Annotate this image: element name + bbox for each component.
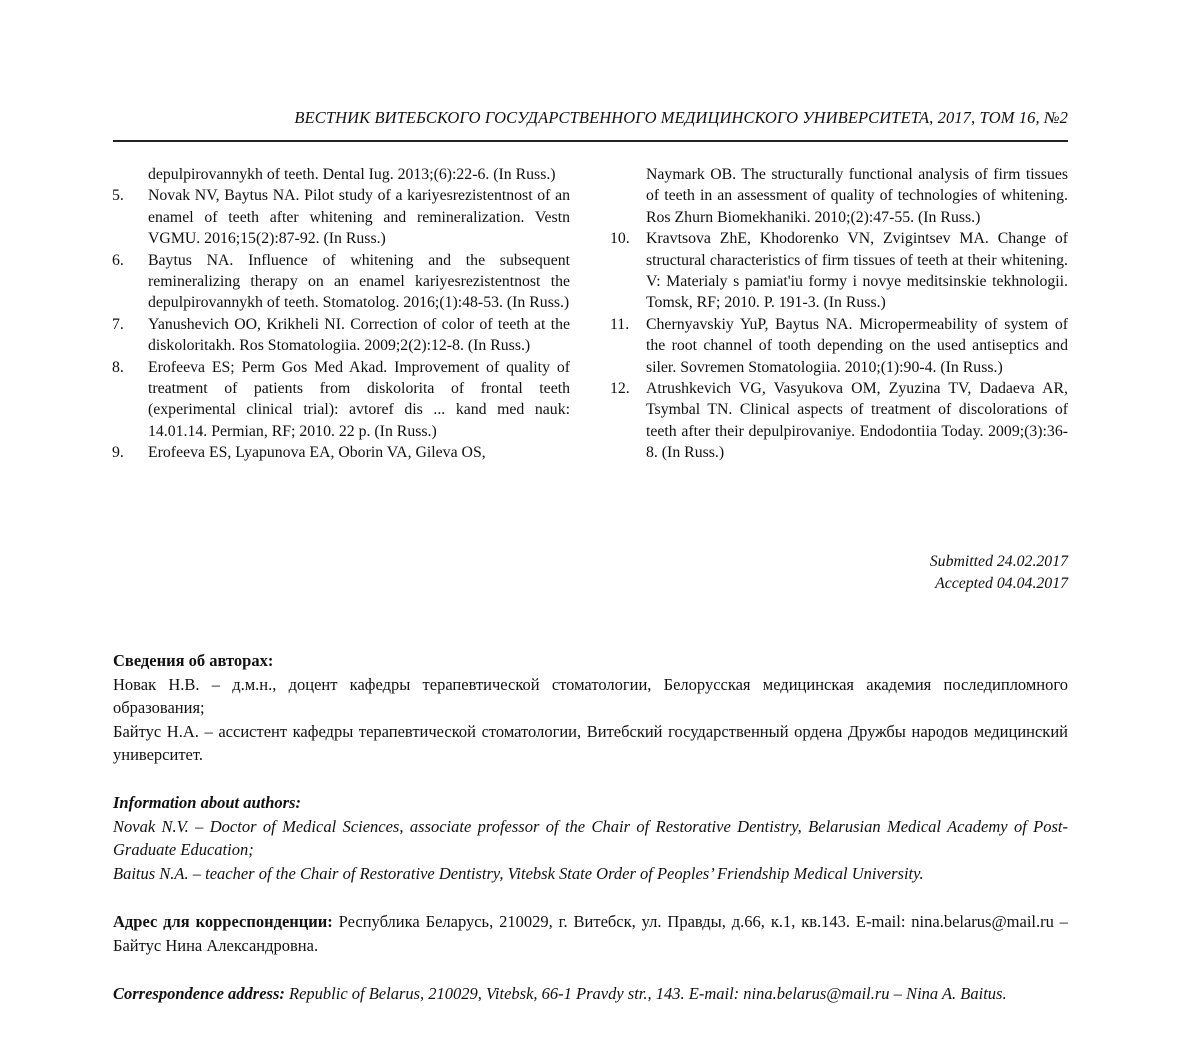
reference-item — [112, 357, 570, 443]
reference-text: Kravtsova ZhE, Khodorenko VN, Zvigintsev MA. Change of structural characteristics of firm tissues of teeth at their whitening. V: Materialy s pamiat'iu formy i novye meditsinskie tekhnologii. Tomsk, RF; 2010. P. 191-3. (In Russ.) — [646, 230, 1068, 312]
correspondence-en — [113, 982, 1068, 1006]
authors-info-en — [113, 791, 1068, 885]
reference-text: Novak NV, Baytus NA. Pilot study of a kariyesrezistentnost of an enamel of teeth after whitening and remineralization. Vestn VGMU. 2016;15(2):87-92. (In Russ.) — [148, 187, 570, 248]
authors-heading-ru: Сведения об авторах: — [113, 651, 274, 670]
references-left-column — [112, 164, 570, 464]
references-right-column — [610, 164, 1068, 464]
author-info: Baitus N.A. – teacher of the Chair of Restorative Dentistry, Vitebsk State Order of Peoples’ Friendship Medical University. — [113, 863, 924, 883]
reference-text: Baytus NA. Influence of whitening and the subsequent remineralizing therapy on an enamel kariyesrezistentnost the depulpirovannykh of teeth. Stomatolog. 2016;(1):48-53. (In Russ.) — [148, 251, 570, 312]
author-info: Новак Н.В. – д.м.н., доцент кафедры терапевтической стоматологии, Белорусская медицинская академия последипломного образования; — [113, 674, 1068, 717]
reference-number: 5. — [112, 187, 124, 205]
reference-number: 6. — [112, 251, 124, 269]
author-info: Байтус Н.А. – ассистент кафедры терапевтической стоматологии, Витебский государственный ордена Дружбы народов медицинский университет. — [113, 721, 1068, 764]
reference-item — [112, 185, 570, 249]
reference-item — [610, 228, 1068, 314]
reference-item — [112, 314, 570, 357]
correspondence-text: Republic of Belarus, 210029, Vitebsk, 66-1 Pravdy str., 143. E-mail: nina.belarus@mail.ru – Nina A. Baitus. — [284, 984, 1007, 1003]
reference-continuation: Naymark OB. The structurally functional analysis of firm tissues of teeth in an assessment of quality of technologies of whitening. Ros Zhurn Biomekhaniki. 2010;(2):47-55. (In Russ.) — [646, 166, 1068, 226]
accepted-date: Accepted 04.04.2017 — [935, 575, 1068, 592]
reference-number: 8. — [112, 358, 124, 376]
reference-text: Yanushevich OO, Krikheli NI. Correction of color of teeth at the diskoloritakh. Ros Stomatologiia. 2009;2(2):12-8. (In Russ.) — [148, 315, 570, 355]
reference-number: 12. — [610, 380, 630, 398]
reference-number: 7. — [112, 315, 124, 333]
authors-heading-en: Information about authors: — [113, 793, 301, 812]
correspondence-label: Адрес для корреспонденции: — [113, 912, 333, 931]
reference-number: 10. — [610, 230, 630, 248]
reference-text: Chernyavskiy YuP, Baytus NA. Micropermeability of system of the root channel of tooth depending on the used antiseptics and siler. Sovremen Stomatologiia. 2010;(1):90-4. (In Russ.) — [646, 315, 1068, 376]
author-info: Novak N.V. – Doctor of Medical Sciences, associate professor of the Chair of Restorative Dentistry, Belarusian Medical Academy of Post-Graduate Education; — [113, 816, 1068, 859]
reference-text: Erofeeva ES, Lyapunova EA, Oborin VA, Gileva OS, — [148, 444, 486, 462]
reference-number: 11. — [610, 315, 630, 333]
correspondence-label: Correspondence address: — [113, 984, 285, 1003]
reference-text: Atrushkevich VG, Vasyukova OM, Zyuzina TV, Dadaeva AR, Tsymbal TN. Clinical aspects of treatment of discolorations of teeth after their depulpirovaniye. Endodontiia Today. 2009;(3):36-8. (In Russ.) — [646, 380, 1068, 462]
reference-item — [610, 314, 1068, 378]
submission-dates — [700, 551, 1068, 595]
correspondence-ru — [113, 910, 1068, 957]
submitted-date: Submitted 24.02.2017 — [929, 553, 1068, 570]
reference-text: Erofeeva ES; Perm Gos Med Akad. Improvement of quality of treatment of patients from diskolorita of frontal teeth (experimental clinical trial): avtoref dis ... kand med nauk: 14.01.14. Permian, RF; 2010. 22 p. (In Russ.) — [148, 358, 570, 440]
authors-info-ru — [113, 649, 1068, 767]
reference-item — [112, 250, 570, 314]
correspondence-text: Республика Беларусь, 210029, г. Витебск, ул. Правды, д.66, к.1, кв.143. E-mail: nina.belarus@mail.ru – Байтус Нина Александровна. — [113, 912, 1068, 955]
reference-item — [112, 442, 570, 463]
header-rule — [113, 140, 1068, 142]
reference-item — [610, 378, 1068, 464]
journal-header: ВЕСТНИК ВИТЕБСКОГО ГОСУДАРСТВЕННОГО МЕДИЦИНСКОГО УНИВЕРСИТЕТА, 2017, ТОМ 16, №2 — [294, 108, 1068, 127]
reference-number: 9. — [112, 444, 124, 462]
reference-continuation: depulpirovannykh of teeth. Dental Iug. 2013;(6):22-6. (In Russ.) — [148, 166, 556, 183]
